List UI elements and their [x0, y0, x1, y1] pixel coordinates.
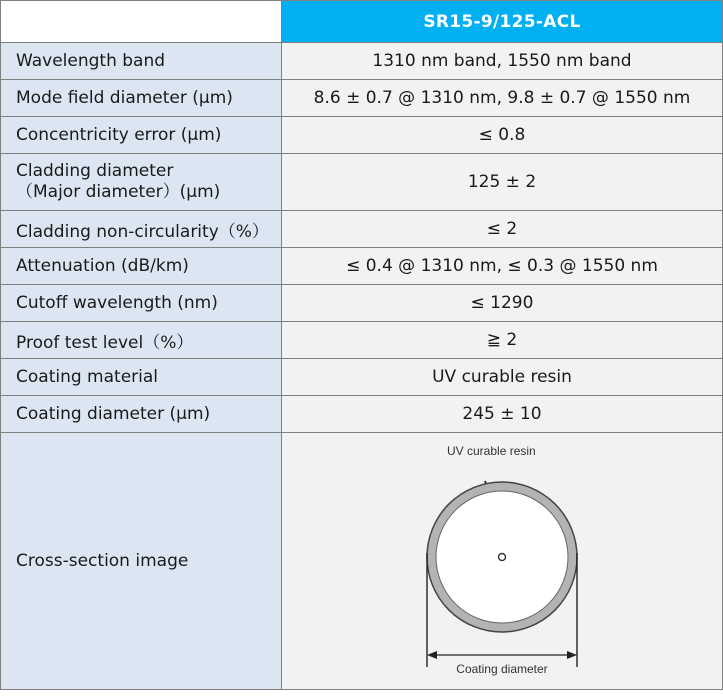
dimension-arrow-left-icon — [427, 651, 437, 659]
table-row — [1, 248, 723, 285]
coating-material-label: Coating material — [1, 359, 282, 396]
cladding-non-circularity-label: Cladding non-circularity（%） — [1, 211, 282, 248]
header-corner-cell — [1, 1, 282, 43]
attenuation-value: ≤ 0.4 @ 1310 nm, ≤ 0.3 @ 1550 nm — [282, 248, 723, 285]
resin-callout-label: UV curable resin — [447, 444, 536, 458]
proof-test-level-value: ≧ 2 — [282, 322, 723, 359]
table-row — [1, 43, 723, 80]
cladding-diameter-label-line1: Cladding diameter — [16, 161, 174, 181]
cladding-diameter-value: 125 ± 2 — [282, 154, 723, 211]
table-row — [1, 359, 723, 396]
mode-field-diameter-label: Mode field diameter (μm) — [1, 80, 282, 117]
table-row — [1, 322, 723, 359]
table-row — [1, 154, 723, 211]
product-name-header: SR15-9/125-ACL — [282, 1, 723, 43]
core-circle — [499, 554, 506, 561]
table-row — [1, 117, 723, 154]
table-row — [1, 396, 723, 433]
cross-section-label: Cross-section image — [1, 433, 282, 690]
table-row — [1, 285, 723, 322]
cross-section-cell — [282, 433, 723, 690]
cladding-non-circularity-value: ≤ 2 — [282, 211, 723, 248]
coating-diameter-label: Coating diameter (μm) — [1, 396, 282, 433]
cladding-diameter-label — [1, 154, 282, 211]
fiber-cross-section-diagram — [387, 441, 617, 681]
mode-field-diameter-value: 8.6 ± 0.7 @ 1310 nm, 9.8 ± 0.7 @ 1550 nm — [282, 80, 723, 117]
dimension-arrow-right-icon — [567, 651, 577, 659]
wavelength-band-value: 1310 nm band, 1550 nm band — [282, 43, 723, 80]
coating-diameter-value: 245 ± 10 — [282, 396, 723, 433]
cutoff-wavelength-label: Cutoff wavelength (nm) — [1, 285, 282, 322]
cladding-diameter-label-line2: （Major diameter）(μm) — [16, 182, 221, 202]
table-row — [1, 211, 723, 248]
diameter-callout-label: Coating diameter — [456, 662, 548, 676]
coating-material-value: UV curable resin — [282, 359, 723, 396]
attenuation-label: Attenuation (dB/km) — [1, 248, 282, 285]
proof-test-level-label: Proof test level（%） — [1, 322, 282, 359]
wavelength-band-label: Wavelength band — [1, 43, 282, 80]
concentricity-error-value: ≤ 0.8 — [282, 117, 723, 154]
table-row — [1, 80, 723, 117]
cutoff-wavelength-value: ≤ 1290 — [282, 285, 723, 322]
concentricity-error-label: Concentricity error (μm) — [1, 117, 282, 154]
table-row — [1, 433, 723, 690]
header-row — [1, 1, 723, 43]
